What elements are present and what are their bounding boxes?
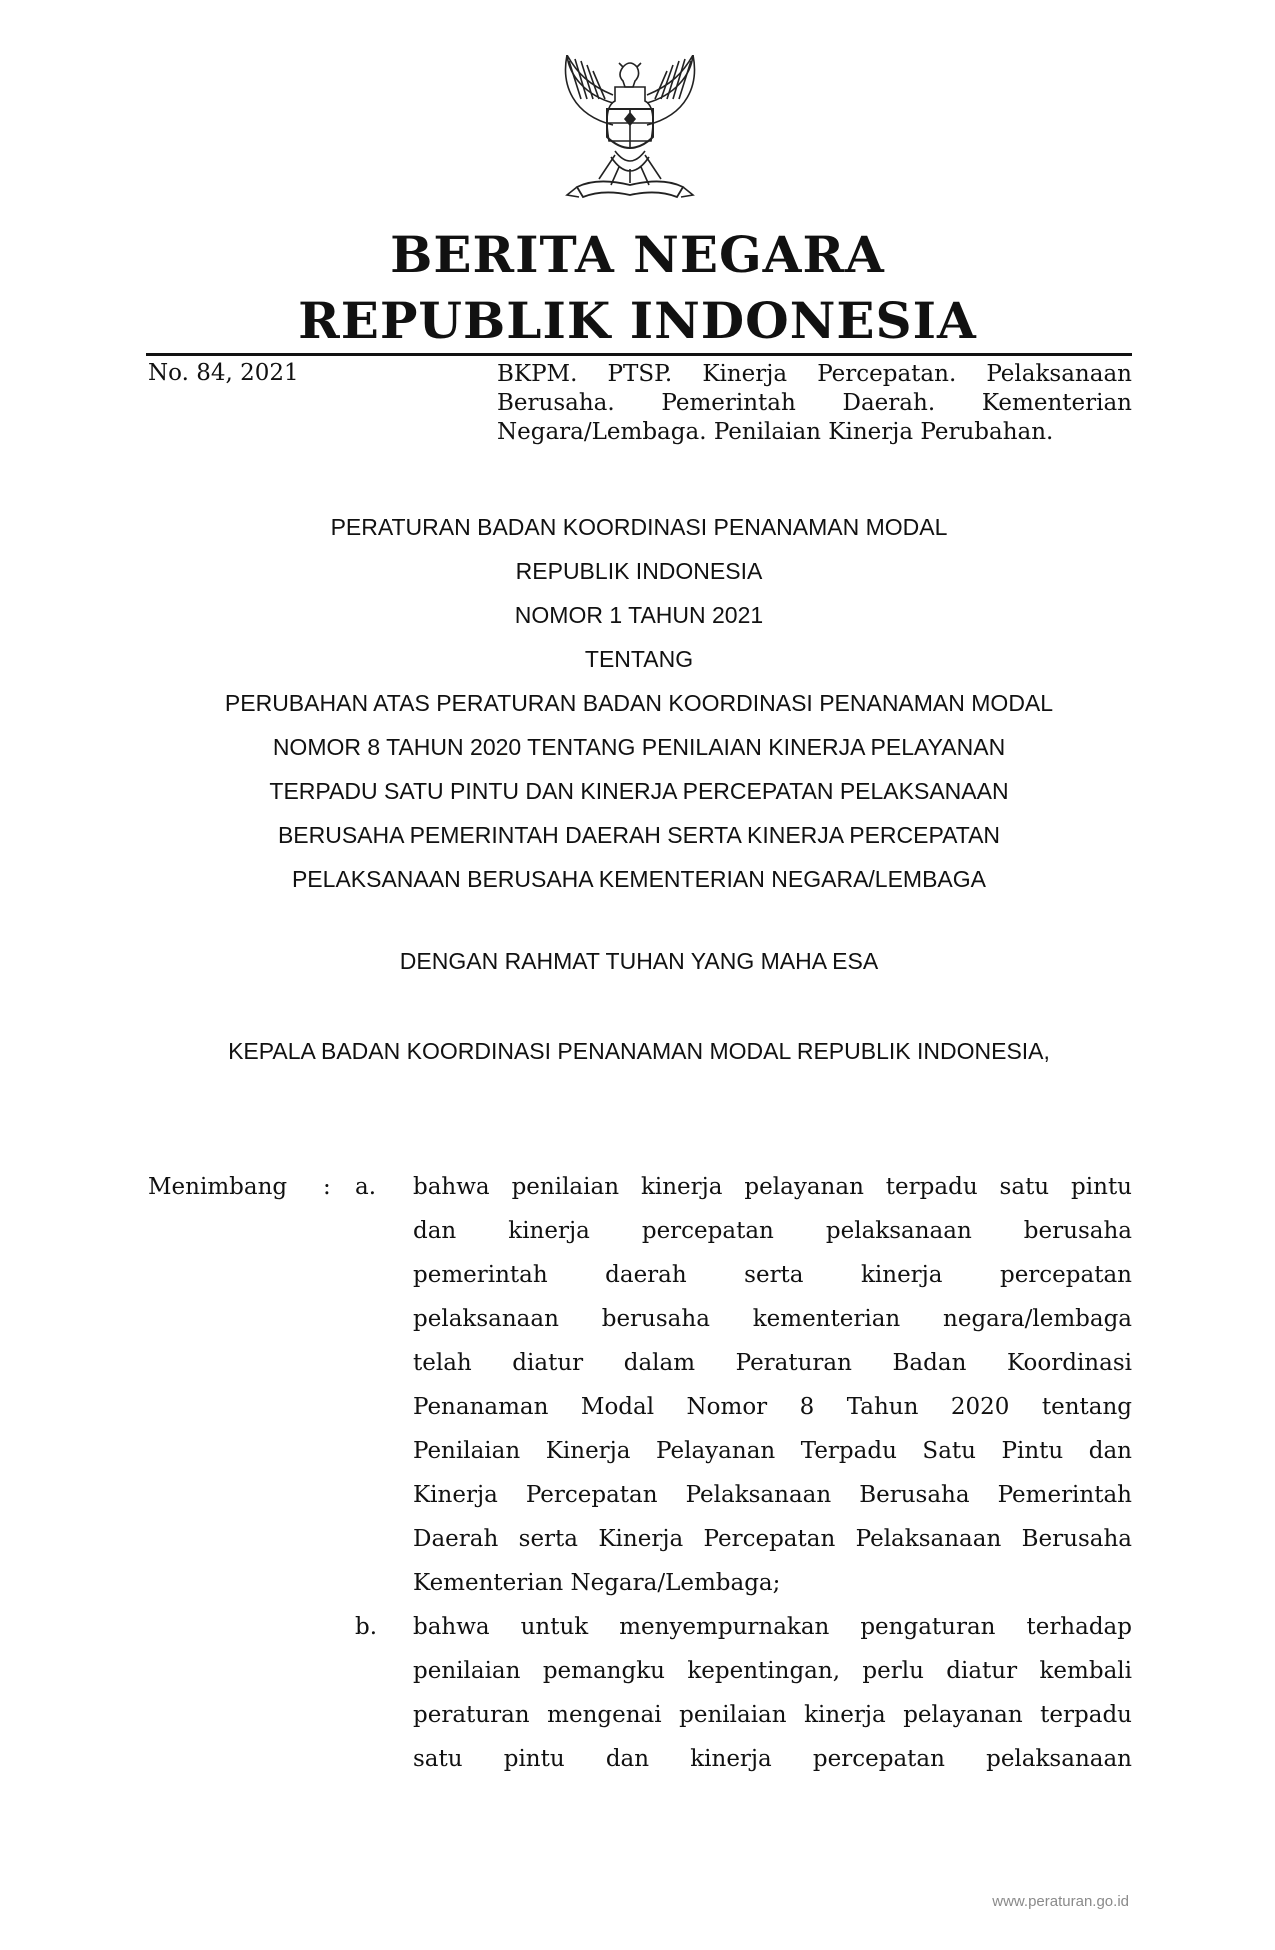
item-line: bahwa penilaian kinerja pelayanan terpadu satu pintu xyxy=(413,1174,1132,1200)
item-letter: b. xyxy=(355,1614,378,1640)
subject-line: Berusaha. Pemerintah Daerah. Kementerian xyxy=(497,390,1132,416)
regulation-title xyxy=(146,505,1132,901)
item-line: dan kinerja percepatan pelaksanaan berusaha xyxy=(413,1218,1132,1244)
issuer: KEPALA BADAN KOORDINASI PENANAMAN MODAL REPUBLIK INDONESIA, xyxy=(228,1038,1050,1064)
subject-line: Negara/Lembaga. Penilaian Kinerja Perubahan. xyxy=(497,419,1054,445)
item-line: bahwa untuk menyempurnakan pengaturan terhadap xyxy=(413,1614,1132,1640)
title-line: PELAKSANAAN BERUSAHA KEMENTERIAN NEGARA/LEMBAGA xyxy=(291,866,987,892)
item-letter: a. xyxy=(355,1174,377,1200)
garuda-icon xyxy=(555,55,705,215)
issue-subjects xyxy=(497,360,1132,447)
title-line: BERUSAHA PEMERINTAH DAERAH SERTA KINERJA PERCEPATAN xyxy=(277,822,1001,848)
title-line: TERPADU SATU PINTU DAN KINERJA PERCEPATAN PELAKSANAAN xyxy=(269,778,1009,804)
footer-url: www.peraturan.go.id xyxy=(992,1893,1129,1910)
subject-line: BKPM. PTSP. Kinerja Percepatan. Pelaksanaan xyxy=(497,361,1132,387)
considering-colon: : xyxy=(323,1174,331,1200)
item-line: satu pintu dan kinerja percepatan pelaksanaan xyxy=(413,1746,1132,1772)
issue-number: No. 84, 2021 xyxy=(148,360,299,386)
title-line: PERATURAN BADAN KOORDINASI PENANAMAN MODAL xyxy=(330,514,948,540)
masthead-divider xyxy=(146,353,1132,356)
title-line: NOMOR 1 TAHUN 2021 xyxy=(514,602,764,628)
garuda-emblem xyxy=(555,55,705,215)
title-line: TENTANG xyxy=(584,646,694,672)
title-line: REPUBLIK INDONESIA xyxy=(515,558,763,584)
masthead-line-1: BERITA NEGARA xyxy=(390,225,885,284)
title-line: PERUBAHAN ATAS PERATURAN BADAN KOORDINASI PENANAMAN MODAL xyxy=(224,690,1054,716)
invocation: DENGAN RAHMAT TUHAN YANG MAHA ESA xyxy=(399,948,879,974)
considering-label: Menimbang xyxy=(148,1174,288,1200)
masthead xyxy=(0,222,1275,354)
item-line: peraturan mengenai penilaian kinerja pelayanan terpadu xyxy=(413,1702,1132,1728)
title-line: NOMOR 8 TAHUN 2020 TENTANG PENILAIAN KINERJA PELAYANAN xyxy=(272,734,1006,760)
masthead-line-2: REPUBLIK INDONESIA xyxy=(298,291,977,350)
item-line: Penilaian Kinerja Pelayanan Terpadu Satu Pintu dan xyxy=(413,1438,1132,1464)
considering-item-b xyxy=(413,1605,1132,1781)
item-line: Daerah serta Kinerja Percepatan Pelaksanaan Berusaha xyxy=(413,1526,1132,1552)
item-line: Kinerja Percepatan Pelaksanaan Berusaha Pemerintah xyxy=(413,1482,1132,1508)
item-line: Kementerian Negara/Lembaga; xyxy=(413,1570,781,1596)
item-line: telah diatur dalam Peraturan Badan Koordinasi xyxy=(413,1350,1132,1376)
item-line: Penanaman Modal Nomor 8 Tahun 2020 tentang xyxy=(413,1394,1132,1420)
item-line: penilaian pemangku kepentingan, perlu diatur kembali xyxy=(413,1658,1132,1684)
item-line: pelaksanaan berusaha kementerian negara/lembaga xyxy=(413,1306,1132,1332)
item-line: pemerintah daerah serta kinerja percepatan xyxy=(413,1262,1132,1288)
considering-item-a xyxy=(413,1165,1132,1605)
